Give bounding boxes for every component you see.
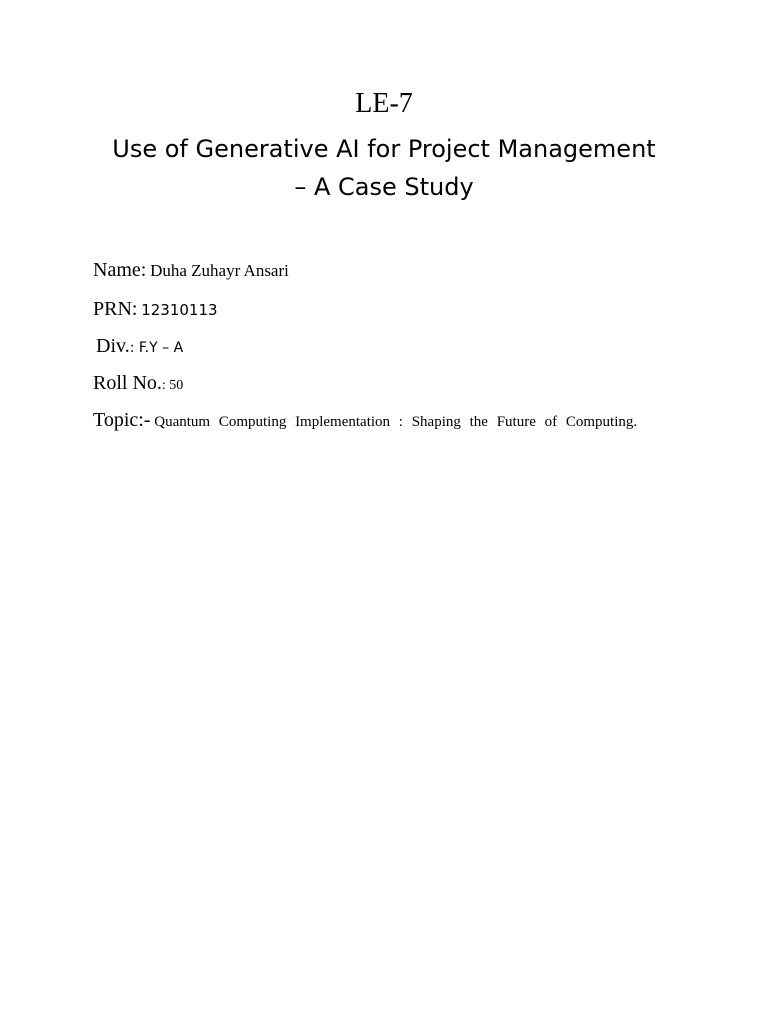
prn-value: 12310113 [141,301,218,319]
title-line-2: – A Case Study [294,173,474,201]
prn-label: PRN: [93,298,138,320]
name-value: Duha Zuhayr Ansari [150,261,289,280]
document-title [0,130,768,206]
topic-row [93,409,653,434]
title-line-1: Use of Generative AI for Project Management [112,135,656,163]
roll-row [93,372,653,395]
roll-value: : 50 [161,378,184,393]
topic-value: Quantum Computing Implementation : Shaping the Future of Computing. [154,414,638,430]
div-row [96,335,656,358]
le-number: LE-7 [355,88,413,119]
name-label: Name: [93,259,147,281]
prn-row [93,298,653,321]
name-row [93,259,653,282]
roll-label: Roll No. [93,372,162,394]
div-label: Div. [96,335,130,357]
topic-label: Topic:- [93,409,151,431]
div-value: : F.Y – A [129,340,184,356]
